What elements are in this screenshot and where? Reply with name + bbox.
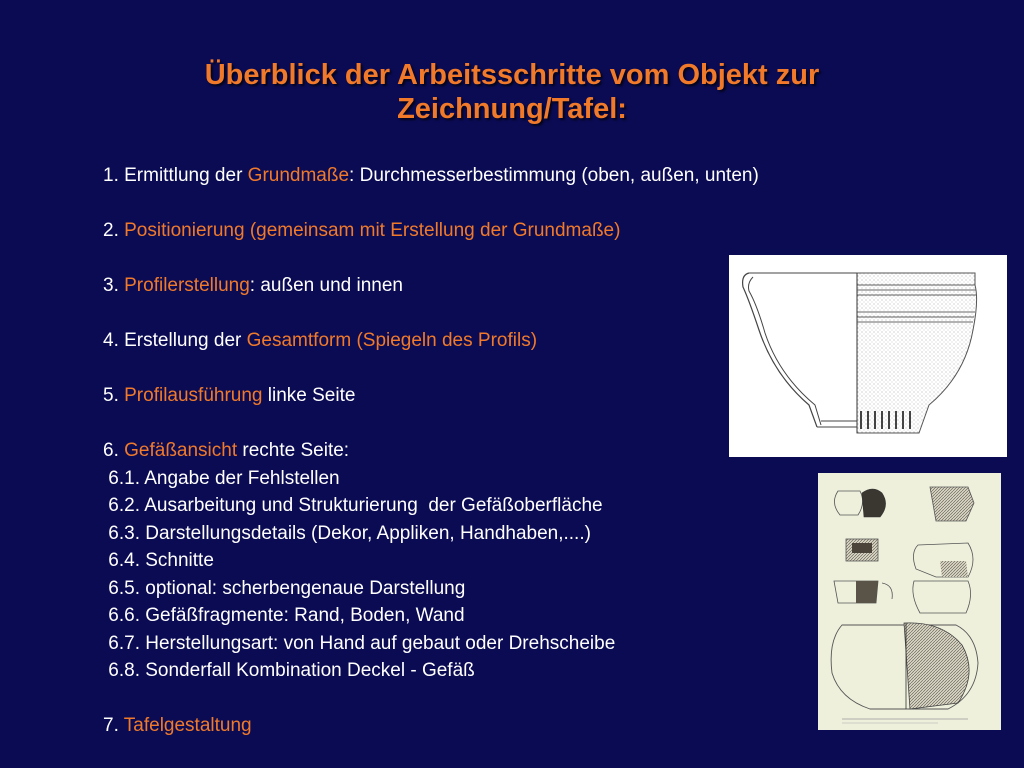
step-3-suffix: : außen und innen xyxy=(249,275,403,296)
title-line-2: Zeichnung/Tafel: xyxy=(397,93,627,125)
step-7-prefix: 7. xyxy=(103,715,124,736)
substep-6-1: 6.1. Angabe der Fehlstellen xyxy=(103,467,340,489)
plate-svg xyxy=(818,473,1001,730)
step-6-highlight: Gefäßansicht xyxy=(124,440,238,461)
substep-6-7: 6.7. Herstellungsart: von Hand auf gebaut oder Drehscheibe xyxy=(103,632,616,654)
substep-6-3: 6.3. Darstellungsdetails (Dekor, Appliken, Handhaben,....) xyxy=(103,522,591,544)
step-7 xyxy=(103,712,759,740)
step-6 xyxy=(103,437,759,465)
step-3 xyxy=(103,272,759,300)
step-2-prefix: 2. xyxy=(103,220,125,241)
vessel-profile-svg xyxy=(729,255,1007,457)
step-1-highlight: Grundmaße xyxy=(247,165,350,186)
vessel-profile-drawing xyxy=(729,255,1007,457)
substep-6-4: 6.4. Schnitte xyxy=(103,550,214,571)
step-5-highlight: Profilausführung xyxy=(124,385,263,406)
step-7-highlight: Tafelgestaltung xyxy=(123,715,252,736)
substep-6-5: 6.5. optional: scherbengenaue Darstellung xyxy=(103,577,466,599)
step-4 xyxy=(103,327,759,355)
step-2-highlight: Positionierung (gemeinsam mit Erstellung der Grundmaße) xyxy=(124,220,621,241)
substep-6-8: 6.8. Sonderfall Kombination Deckel - Gefäß xyxy=(103,660,475,681)
step-6-prefix: 6. xyxy=(103,440,125,461)
step-5 xyxy=(103,382,759,410)
slide-title xyxy=(0,58,1024,126)
step-1 xyxy=(103,162,759,190)
step-1-prefix: 1. Ermittlung der xyxy=(103,165,248,186)
step-3-highlight: Profilerstellung xyxy=(124,275,250,296)
substep-6-2: 6.2. Ausarbeitung und Strukturierung der Gefäßoberfläche xyxy=(103,495,603,516)
steps-list xyxy=(103,162,759,740)
step-6-suffix: rechte Seite: xyxy=(237,440,350,461)
step-5-suffix: linke Seite xyxy=(262,385,356,406)
plate-drawings xyxy=(818,473,1001,730)
step-2 xyxy=(103,217,759,245)
substep-6-6: 6.6. Gefäßfragmente: Rand, Boden, Wand xyxy=(103,605,465,626)
step-5-prefix: 5. xyxy=(103,385,125,406)
step-4-prefix: 4. Erstellung der xyxy=(103,330,247,351)
title-line-1: Überblick der Arbeitsschritte vom Objekt zur xyxy=(204,59,820,91)
step-1-suffix: : Durchmesserbestimmung (oben, außen, unten) xyxy=(349,165,759,186)
step-3-prefix: 3. xyxy=(103,275,125,296)
step-4-highlight: Gesamtform (Spiegeln des Profils) xyxy=(246,330,538,351)
